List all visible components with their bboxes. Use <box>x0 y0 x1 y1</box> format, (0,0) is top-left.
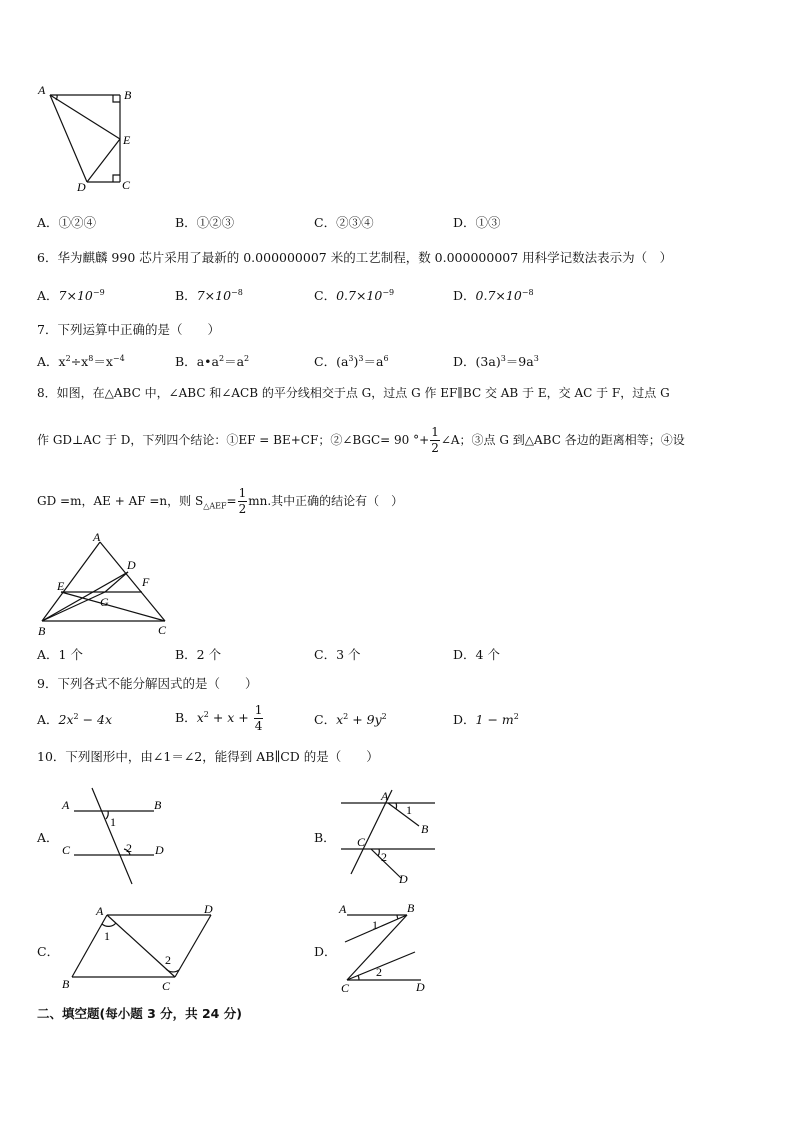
q5-label-b: B <box>124 88 132 102</box>
q7-option-c[interactable]: C．$(a^3)^3=a^6$ <box>314 353 389 369</box>
q5-option-d[interactable]: D．①③ <box>453 215 501 230</box>
q10a-label-d: D <box>155 843 164 857</box>
q10-figure-b[interactable] <box>335 786 445 890</box>
q10d-label-c: C <box>341 981 350 995</box>
q10b-label-c: C <box>357 835 366 849</box>
q10-option-b-label[interactable]: B． <box>314 830 336 845</box>
q6-stem: 6．华为麒麟 990 芯片采用了最新的 0.000000007 米的工艺制程，数 0.000000007 用科学记数法表示为（ ） <box>37 250 673 265</box>
q6-option-c[interactable]: C．$0.7\times 10^{-9}$ <box>314 287 395 303</box>
q8-fraction-2: $\frac{1}{2}$ <box>238 486 247 516</box>
q9-fraction: $\frac{1}{4}$ <box>254 703 263 733</box>
q7-option-a[interactable]: A．$x^2\div x^8=x^{-4}$ <box>37 353 125 369</box>
q5-label-e: E <box>123 133 131 147</box>
q5-figure <box>30 82 150 198</box>
q9-option-b[interactable]: B．$x^2 + x$ + $\frac{1}{4}$ <box>175 703 263 733</box>
q9-stem: 9．下列各式不能分解因式的是（ ） <box>37 676 258 691</box>
q10d-label-b: B <box>407 901 415 915</box>
q10d-angle-1: 1 <box>372 918 378 932</box>
q6-option-a[interactable]: A．$7\times 10^{-9}$ <box>37 287 105 303</box>
q10c-label-a: A <box>96 904 104 918</box>
q5-option-a[interactable]: A．①②④ <box>37 215 97 230</box>
q10c-angle-1: 1 <box>104 929 110 943</box>
q10b-label-b: B <box>421 822 429 836</box>
q8-label-a: A <box>93 532 101 544</box>
q10c-label-c: C <box>162 979 171 992</box>
q8-label-g: G <box>100 595 109 609</box>
q5-option-c[interactable]: C．②③④ <box>314 215 374 230</box>
q6-option-d[interactable]: D．$0.7\times 10^{-8}$ <box>453 287 534 303</box>
q10c-angle-2: 2 <box>165 953 171 967</box>
q8-label-f: F <box>142 575 150 589</box>
q5-option-b[interactable]: B．①②③ <box>175 215 235 230</box>
q10a-label-a: A <box>62 798 70 812</box>
q7-option-d[interactable]: D．$(3a)^3=9a^3$ <box>453 353 539 369</box>
q8-label-b: B <box>38 624 46 638</box>
q7-stem: 7．下列运算中正确的是（ ） <box>37 322 220 337</box>
q10-figure-d[interactable] <box>335 898 445 996</box>
q10-option-d-label[interactable]: D． <box>314 944 337 959</box>
q10b-label-d: D <box>399 872 408 886</box>
q8-label-d: D <box>127 558 136 572</box>
q10a-label-b: B <box>154 798 162 812</box>
q10b-angle-1: 1 <box>406 803 412 817</box>
q10c-label-b: B <box>62 977 70 991</box>
q9-option-a[interactable]: A．$2x^2 - 4x$ <box>37 711 113 727</box>
q10a-label-c: C <box>62 843 71 857</box>
q10-figure-a[interactable] <box>58 784 168 888</box>
q5-label-c: C <box>122 178 131 192</box>
q5-label-a: A <box>38 83 46 97</box>
q8-option-d[interactable]: D．4 个 <box>453 647 500 662</box>
q10d-label-a: A <box>339 902 347 916</box>
q6-option-b[interactable]: B．$7\times 10^{-8}$ <box>175 287 243 303</box>
q9-option-d[interactable]: D．$1 - m^2$ <box>453 711 519 727</box>
q9-option-c[interactable]: C．$x^2 + 9y^2$ <box>314 711 387 727</box>
q10-option-a-label[interactable]: A． <box>37 830 59 845</box>
q8-fraction: $\frac{1}{2}$ <box>431 425 439 455</box>
q10a-angle-1: 1 <box>110 815 116 829</box>
q8-label-c: C <box>158 623 167 637</box>
q8-stem-line2: 作 GD⊥AC 于 D，下列四个结论：①EF = BE+CF；②∠BGC= 90 °+ $\frac{1}{2}$ ∠A；③点 G 到△ABC 各边的距离相等；④设 <box>37 425 685 455</box>
q10a-angle-2: 2 <box>126 841 132 855</box>
q8-option-b[interactable]: B．2 个 <box>175 647 222 662</box>
q7-option-b[interactable]: B．$a•a^2=a^2$ <box>175 353 250 369</box>
q10c-label-d: D <box>204 902 213 916</box>
q10b-angle-2: 2 <box>381 850 387 864</box>
q10-option-c-label[interactable]: C． <box>37 944 60 959</box>
q10-stem: 10．下列图形中，由∠1＝∠2，能得到 AB∥CD 的是（ ） <box>37 749 379 764</box>
q8-option-a[interactable]: A．1 个 <box>37 647 83 662</box>
q8-figure <box>30 532 180 638</box>
q5-label-d: D <box>77 180 86 194</box>
q10d-label-d: D <box>416 980 425 994</box>
q8-stem-line3: GD =m，AE + AF =n，则 $S_{\triangle AEF}=$ $\frac{1}{2}$ mn.其中正确的结论有（ ） <box>37 486 404 516</box>
q8-option-c[interactable]: C．3 个 <box>314 647 361 662</box>
section-2-heading: 二、填空题(每小题 3 分，共 24 分) <box>37 1006 242 1021</box>
q10b-label-a: A <box>381 789 389 803</box>
q8-label-e: E <box>57 579 65 593</box>
q8-stem-line1: 8．如图，在△ABC 中，∠ABC 和∠ACB 的平分线相交于点 G，过点 G 作 EF∥BC 交 AB 于 E，交 AC 于 F，过点 G <box>37 386 670 400</box>
q10d-angle-2: 2 <box>376 965 382 979</box>
q10-figure-c[interactable] <box>58 900 218 992</box>
